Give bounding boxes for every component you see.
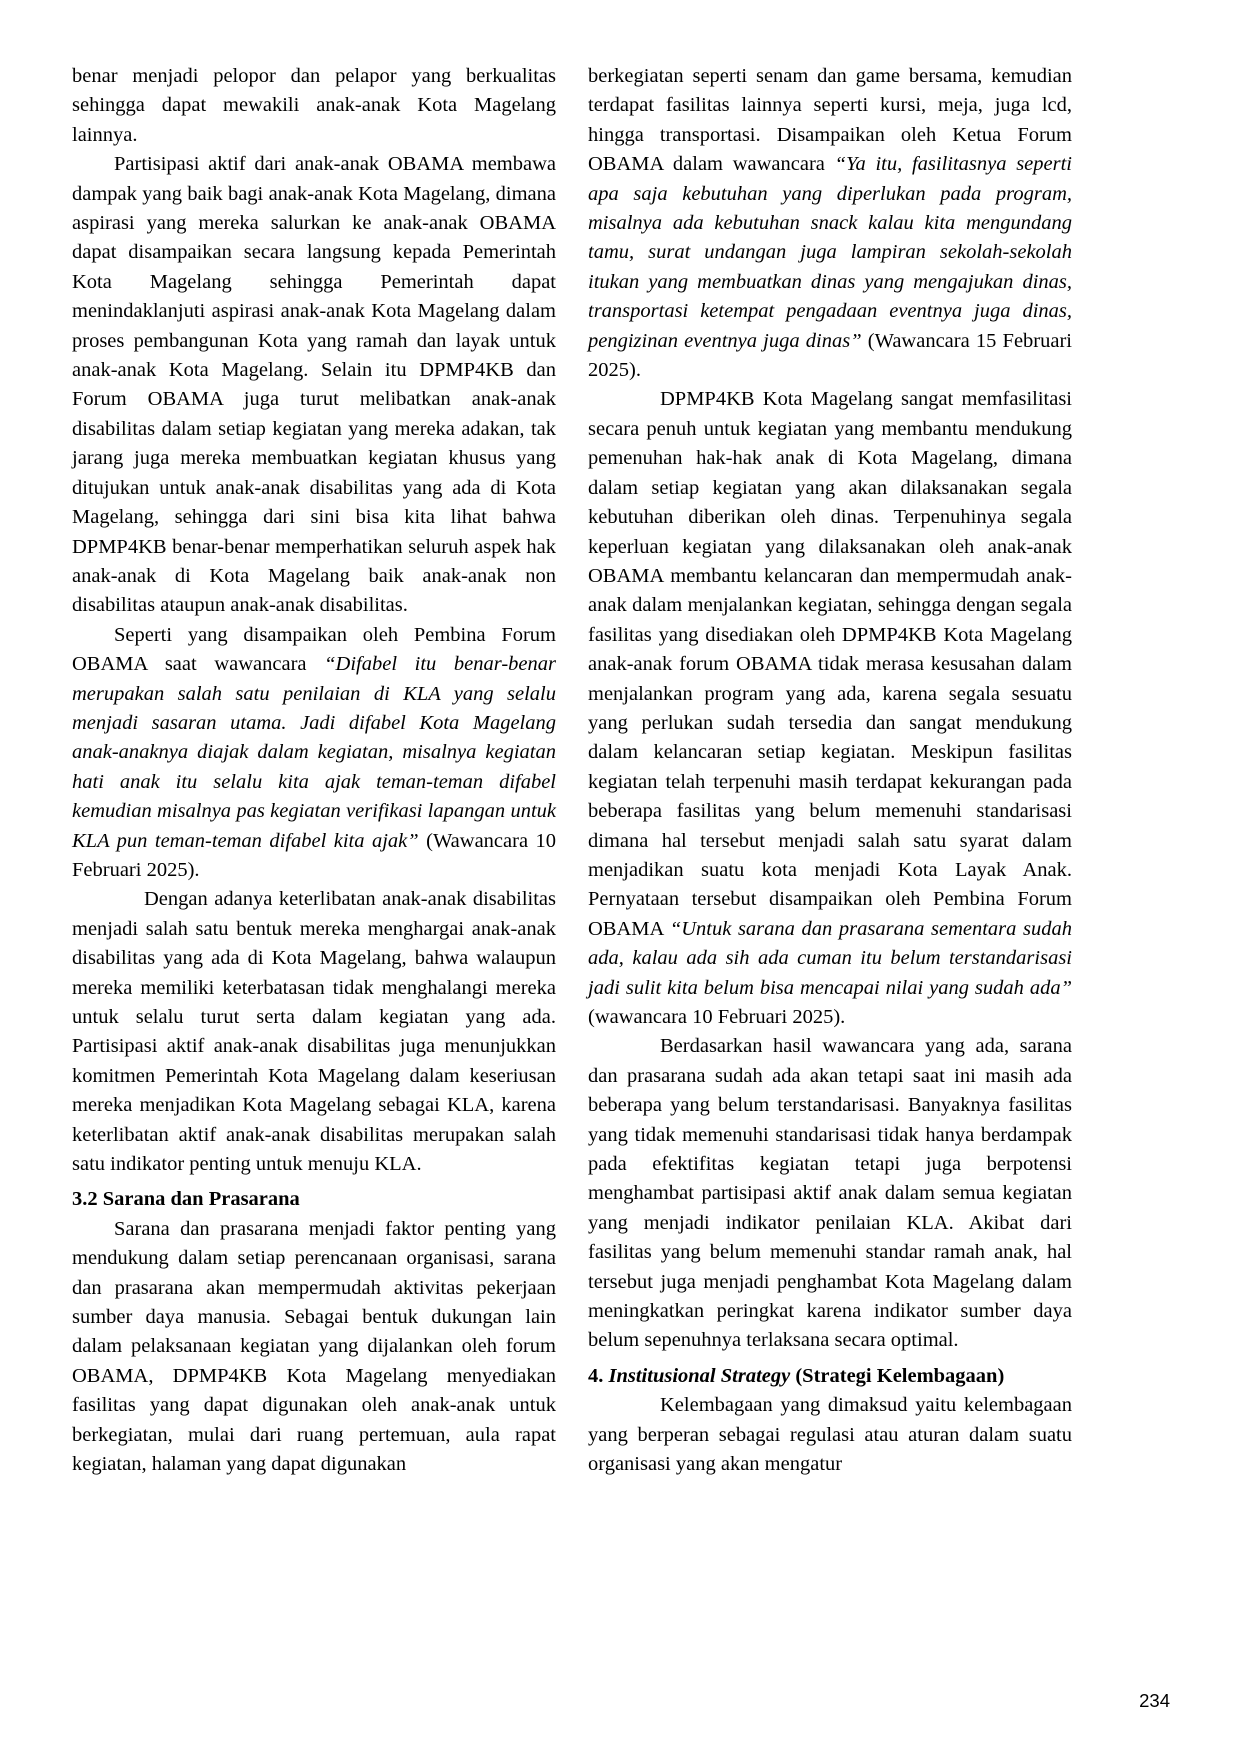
paragraph-r2-run-0: DPMP4KB Kota Magelang sangat memfasilitasi secara penuh untuk kegiatan yang membantu mendukung pemenuhan hak-hak anak di Kota Magelang, dimana dalam setiap kegiatan yang akan dilaksanakan segala kebutuhan diberikan oleh dinas. Terpenuhinya segala keperluan kegiatan yang dilaksanakan oleh anak-anak OBAMA membantu kelancaran dan mempermudah anak-anak dalam menjalankan kegiatan, sehingga dengan segala fasilitas yang disediakan oleh DPMP4KB Kota Magelang anak-anak forum OBAMA tidak merasa kesusahan dalam menjalankan program yang ada, karena segala sesuatu yang perlukan sudah tersedia dan sangat mendukung dalam kelancaran setiap kegiatan. Meskipun fasilitas kegiatan telah terpenuhi masih terdapat kekurangan pada beberapa fasilitas yang belum memenuhi standarisasi dimana hal tersebut menjadi salah satu syarat dalam menjadikan suatu kota menjadi Kota Layak Anak. Pernyataan tersebut disampaikan oleh Pembina Forum OBAMA bbox=[588, 388, 1072, 940]
two-column-body bbox=[72, 62, 1072, 1672]
paragraph-p3 bbox=[72, 621, 556, 886]
paragraph-r2-quote-italic: “Untuk sarana dan prasarana sementara sudah ada, kalau ada sih ada cuman itu belum terstandarisasi jadi sulit kita belum bisa mencapai nilai yang sudah ada” bbox=[588, 917, 1072, 999]
paragraph-r3-run-0: Berdasarkan hasil wawancara yang ada, sarana dan prasarana sudah ada akan tetapi saat ini masih ada beberapa yang belum terstandarisasi. Banyaknya fasilitas yang tidak memenuhi standarisasi tidak hanya berdampak pada efektifitas kegiatan tetapi juga berpotensi menghambat partisipasi aktif anak dalam semua kegiatan yang menjadi indikator penilaian KLA. Akibat dari fasilitas yang belum memenuhi standar ramah anak, hal tersebut juga menjadi penghambat Kota Magelang dalam meningkatkan peringkat karena indikator sumber daya belum sepenuhnya terlaksana secara optimal. bbox=[588, 1035, 1072, 1352]
paragraph-p5 bbox=[72, 1215, 556, 1480]
paragraph-r2-run-2: (wawancara 10 Februari 2025). bbox=[588, 1006, 846, 1028]
right-text-column bbox=[588, 62, 1072, 1672]
paragraph-p4 bbox=[72, 885, 556, 1179]
section-heading-h-4 bbox=[588, 1362, 1072, 1391]
paragraph-p5-run-0: Sarana dan prasarana menjadi faktor penting yang mendukung dalam setiap perencanaan organisasi, sarana dan prasarana akan mempermudah aktivitas pekerjaan sumber daya manusia. Sebagai bentuk dukungan lain dalam pelaksanaan kegiatan yang dijalankan oleh forum OBAMA, DPMP4KB Kota Magelang menyediakan fasilitas yang dapat digunakan oleh anak-anak untuk berkegiatan, mulai dari ruang pertemuan, aula rapat kegiatan, halaman yang dapat digunakan bbox=[72, 1217, 556, 1476]
section-heading-h-3-2 bbox=[72, 1185, 556, 1214]
paragraph-r1-run-0: berkegiatan seperti senam dan game bersama, kemudian terdapat fasilitas lainnya seperti kursi, meja, juga lcd, hingga transportasi. Disampaikan oleh Ketua Forum OBAMA dalam wawancara bbox=[588, 65, 1072, 176]
section-heading-h-4-run-2: (Strategi Kelembagaan) bbox=[790, 1364, 1005, 1387]
left-text-column bbox=[72, 62, 556, 1672]
section-heading-h-4-run-0: 4. bbox=[588, 1364, 609, 1387]
paragraph-p3-run-2: (Wawancara 10 Februari 2025). bbox=[72, 829, 556, 881]
paragraph-p1 bbox=[72, 62, 556, 150]
paragraph-p1-run-0: benar menjadi pelopor dan pelapor yang berkualitas sehingga dapat mewakili anak-anak Kota Magelang lainnya. bbox=[72, 65, 556, 146]
paragraph-r2 bbox=[588, 385, 1072, 1032]
paragraph-r4-run-0: Kelembagaan yang dimaksud yaitu kelembagaan yang berperan sebagai regulasi atau aturan dalam suatu organisasi yang akan mengatur bbox=[588, 1394, 1072, 1476]
section-heading-h-3-2-run-0: 3.2 Sarana dan Prasarana bbox=[72, 1188, 300, 1211]
paragraph-p2-run-0: Partisipasi aktif dari anak-anak OBAMA membawa dampak yang baik bagi anak-anak Kota Magelang, dimana aspirasi yang mereka salurkan ke anak-anak OBAMA dapat disampaikan secara langsung kepada Pemerintah Kota Magelang sehingga Pemerintah dapat menindaklanjuti aspirasi anak-anak Kota Magelang dalam proses pembangunan Kota yang ramah dan layak untuk anak-anak Kota Magelang. Selain itu DPMP4KB dan Forum OBAMA juga turut melibatkan anak-anak disabilitas dalam setiap kegiatan yang mereka adakan, tak jarang juga mereka membuatkan kegiatan khusus yang ditujukan untuk anak-anak disabilitas yang ada di Kota Magelang, sehingga dari sini bisa kita lihat bahwa DPMP4KB benar-benar memperhatikan seluruh aspek hak anak-anak di Kota Magelang baik anak-anak non disabilitas ataupun anak-anak disabilitas. bbox=[72, 153, 556, 617]
page-number: 234 bbox=[1139, 1690, 1170, 1711]
section-heading-h-4-italic-term: Institusional Strategy bbox=[608, 1364, 791, 1387]
paragraph-p4-run-0: Dengan adanya keterlibatan anak-anak disabilitas menjadi salah satu bentuk mereka menghargai anak-anak disabilitas yang ada di Kota Magelang, bahwa walaupun mereka memiliki keterbatasan tidak menghalangi mereka untuk selalu turut serta dalam kegiatan yang ada. Partisipasi aktif anak-anak disabilitas juga menunjukkan komitmen Pemerintah Kota Magelang dalam keseriusan mereka menjadikan Kota Magelang sebagai KLA, karena keterlibatan aktif anak-anak disabilitas merupakan salah satu indikator penting untuk menuju KLA. bbox=[72, 888, 556, 1176]
paragraph-p2 bbox=[72, 150, 556, 621]
paragraph-r1-run-2: (Wawancara 15 Februari 2025). bbox=[588, 329, 1072, 382]
paragraph-r4 bbox=[588, 1391, 1072, 1479]
paragraph-p3-quote-italic: “Difabel itu benar-benar merupakan salah satu penilaian di KLA yang selalu menjadi sasaran utama. Jadi difabel Kota Magelang anak-anaknya diajak dalam kegiatan, misalnya kegiatan hati anak itu selalu kita ajak teman-teman difabel kemudian misalnya pas kegiatan verifikasi lapangan untuk KLA pun teman-teman difabel kita ajak” bbox=[72, 653, 557, 852]
paragraph-r1 bbox=[588, 62, 1072, 385]
paragraph-r3 bbox=[588, 1032, 1072, 1355]
paragraph-r1-quote-italic: “Ya itu, fasilitasnya seperti apa saja kebutuhan yang diperlukan pada program, misalnya ada kebutuhan snack kalau kita mengundang tamu, surat undangan juga lampiran sekolah-sekolah itukan yang membuatkan dinas yang mengajukan dinas, transportasi ketempat pengadaan eventnya juga dinas, pengizinan eventnya juga dinas” bbox=[588, 153, 1072, 352]
paragraph-p3-run-0: Seperti yang disampaikan oleh Pembina Forum OBAMA saat wawancara bbox=[72, 623, 556, 676]
